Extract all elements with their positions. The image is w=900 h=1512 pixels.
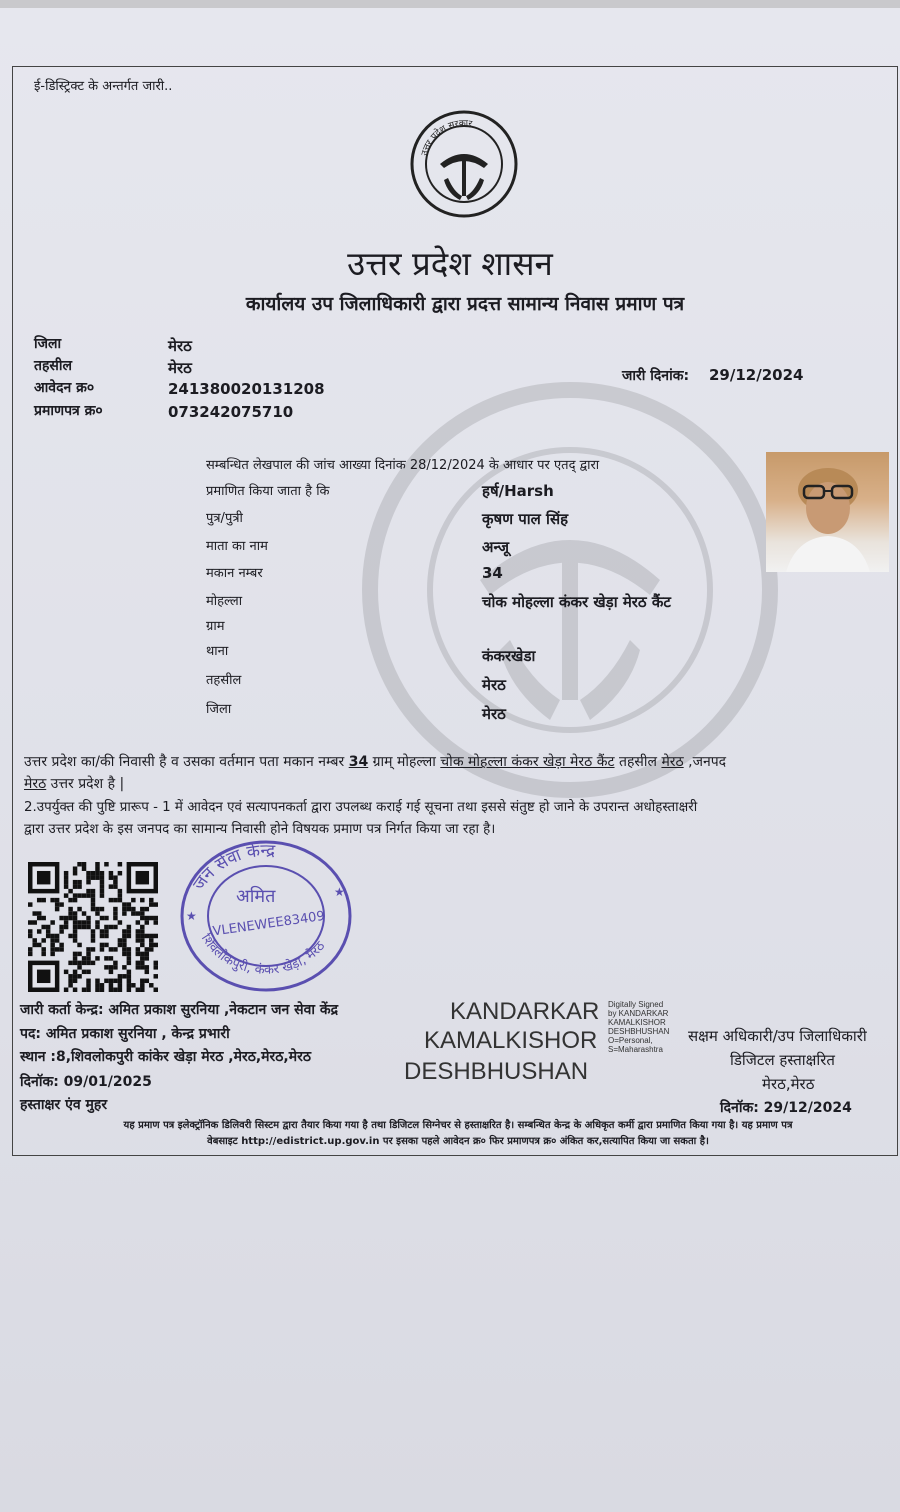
authority-title: सक्षम अधिकारी/उप जिलाधिकारी xyxy=(688,1027,867,1045)
detail-label: तहसील xyxy=(206,673,242,688)
detail-value: 34 xyxy=(482,564,503,582)
qr-code xyxy=(26,862,160,992)
issue-date-label: जारी दिनांक: xyxy=(622,368,690,384)
holder-name: हर्ष/Harsh xyxy=(482,482,554,500)
signer-name-line3: DESHBHUSHAN xyxy=(404,1058,589,1085)
certification-intro: प्रमाणित किया जाता है कि xyxy=(206,484,330,499)
detail-value: चोक मोहल्ला कंकर खेड़ा मेरठ कैंट xyxy=(482,593,671,611)
district-value: मेरठ xyxy=(168,337,192,355)
issuer-date: दिनॉक: 09/01/2025 xyxy=(20,1074,152,1090)
jan-seva-kendra-stamp xyxy=(176,836,356,996)
issuer-place: स्थान :8,शिवलोकपुरी कांकेर खेड़ा मेरठ ,मेरठ,मेरठ,मेरठ xyxy=(20,1049,311,1065)
detail-value: अन्जू xyxy=(482,538,510,556)
svg-text:★: ★ xyxy=(334,885,345,899)
detail-label: ग्राम xyxy=(206,619,225,634)
issue-date-value: 29/12/2024 xyxy=(709,366,804,384)
authority-place: मेरठ,मेरठ xyxy=(762,1075,815,1093)
emblem-text: उत्तर प्रदेश सरकार xyxy=(420,118,473,157)
district-label: जिला xyxy=(34,336,62,352)
detail-value: कंकरखेडा xyxy=(482,647,536,665)
certificate-number-label: प्रमाणपत्र क्र० xyxy=(34,403,103,419)
watermark-emblem-icon xyxy=(360,380,780,800)
signer-name-line2: KAMALKISHOR xyxy=(424,1027,598,1054)
detail-label: मकान नम्बर xyxy=(206,566,263,581)
applicant-photo xyxy=(766,452,889,572)
certificate-number-value: 073242075710 xyxy=(168,403,294,421)
stamp-top-text: जन सेवा केन्द्र xyxy=(189,840,276,895)
application-number-value: 241380020131208 xyxy=(168,380,325,398)
tehsil-value: मेरठ xyxy=(168,359,192,377)
stamp-bottom-text: शिवलोकपुरी, कंकर खेड़ा, मेरठ xyxy=(197,931,329,978)
verification-statement: 2.उपर्युक्त की पुष्टि प्रारूप - 1 में आवेदन एवं सत्यापनकर्ता द्वारा उपलब्ध कराई गई सूचना तथा इससे संतुष्ट हो जाने के उपरान्त अधोहस्ताक्षरी द्वारा उत्तर प्रदेश के इस जनपद का सामान्य निवासी होने विषयक प्रमाण पत्र निर्गत किया जा रहा है। xyxy=(24,800,698,837)
verification-intro: सम्बन्धित लेखपाल की जांच आख्या दिनांक 28/12/2024 के आधार पर एतद् द्वारा xyxy=(206,458,600,473)
residence-statement: उत्तर प्रदेश का/की निवासी है व उसका वर्तमान पता मकान नम्बर 34 ग्राम् मोहल्ला चोक मोहल्ला कंकर खेड़ा मेरठ कैंट तहसील मेरठ ,जनपद मेरठ उत्तर प्रदेश है | xyxy=(24,754,727,792)
footer-note: यह प्रमाण पत्र इलेक्ट्रॉनिक डिलिवरी सिस्टम द्वारा तैयार किया गया है तथा डिजिटल सिग्नेचर से हस्ताक्षरित है। सम्बन्धित केन्द्र के अधिकृत कर्मी द्वारा प्रमाणित किया गया है। यह प्रमाण पत्र वेबसाइट http://edistrict.up.gov.in पर इसका पहले आवेदन क्र० फिर प्रमाणपत्र क्र० अंकित कर,सत्यापित किया जा सकता है। xyxy=(123,1120,793,1147)
e-district-note: ई-डिस्ट्रिक्ट के अन्तर्गत जारी.. xyxy=(34,79,173,94)
detail-value: मेरठ xyxy=(482,676,506,694)
detail-value: कृषण पाल सिंह xyxy=(482,510,569,528)
stamp-name: अमित xyxy=(236,886,276,907)
svg-text:★: ★ xyxy=(186,909,197,923)
stamp-id: VLENEWEE83409 xyxy=(211,908,326,940)
detail-label: पुत्र/पुत्री xyxy=(206,511,243,526)
up-government-emblem-icon xyxy=(404,108,524,220)
detail-label: थाना xyxy=(206,644,229,659)
issuer-sign-label: हस्ताक्षर एंव मुहर xyxy=(20,1097,108,1113)
issuer-post: पद: अमित प्रकाश सुरनिया , केन्द्र प्रभारी xyxy=(20,1026,230,1042)
digital-signature-details: Digitally Signed by KANDARKAR KAMALKISHOR DESHBHUSHAN O=Personal, S=Maharashtra xyxy=(608,1000,670,1054)
authority-date: दिनॉक: 29/12/2024 xyxy=(720,1100,852,1116)
application-number-label: आवेदन क्र० xyxy=(34,380,95,396)
detail-label: मोहल्ला xyxy=(206,594,243,609)
detail-label: माता का नाम xyxy=(206,539,268,554)
authority-signed: डिजिटल हस्ताक्षरित xyxy=(730,1051,835,1069)
detail-value: मेरठ xyxy=(482,705,506,723)
signer-name-line1: KANDARKAR xyxy=(450,998,600,1025)
tehsil-label: तहसील xyxy=(34,358,72,374)
detail-label: जिला xyxy=(206,702,232,717)
issuer-center: जारी कर्ता केन्द्र: अमित प्रकाश सुरनिया ,नेकटान जन सेवा केंद्र xyxy=(20,1002,339,1018)
government-title: उत्तर प्रदेश शासन xyxy=(347,244,553,283)
certificate-title: कार्यालय उप जिलाधिकारी द्वारा प्रदत्त सामान्य निवास प्रमाण पत्र xyxy=(245,293,685,315)
